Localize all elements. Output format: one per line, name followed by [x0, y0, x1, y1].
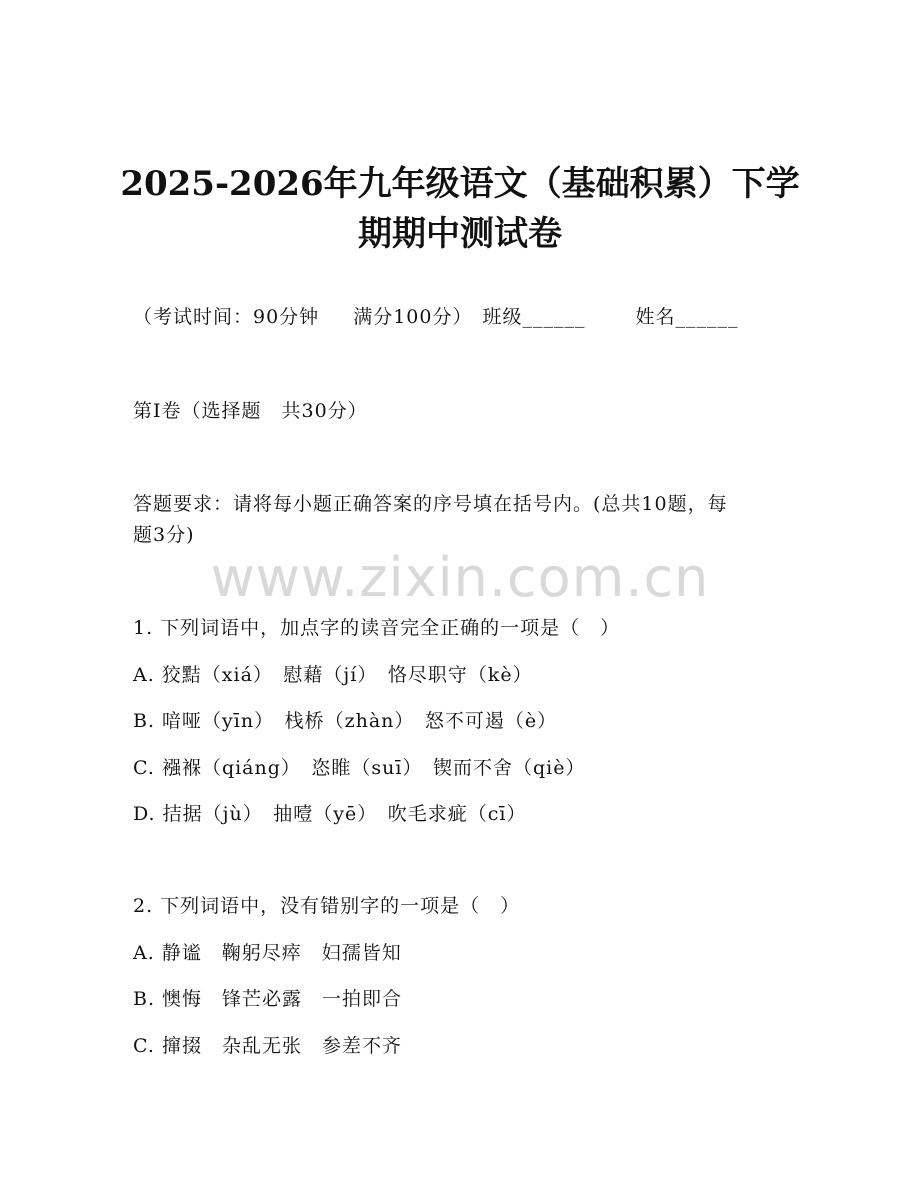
- exam-info-row: [133, 302, 738, 329]
- class-field[interactable]: 班级______: [482, 306, 586, 328]
- question-option[interactable]: C. 襁褓（qiáng） 恣睢（suī） 锲而不舍（qiè）: [133, 757, 586, 779]
- question-option[interactable]: B. 喑哑（yīn） 栈桥（zhàn） 怒不可遏（è）: [133, 710, 558, 732]
- question-option[interactable]: D. 拮据（jù） 抽噎（yē） 吹毛求疵（cī）: [133, 803, 527, 825]
- name-field[interactable]: 姓名______: [635, 306, 739, 328]
- question-option[interactable]: A. 静谧 鞠躬尽瘁 妇孺皆知: [133, 942, 402, 964]
- exam-title-line2: 期期中测试卷: [358, 214, 562, 254]
- exam-title-line1: 2025-2026年九年级语文（基础积累）下学: [120, 164, 800, 204]
- exam-time: （考试时间：90分钟: [133, 306, 320, 328]
- watermark: www.zixin.com.cn: [210, 546, 710, 609]
- question-stem: 2. 下列词语中，没有错别字的一项是（ ）: [133, 895, 521, 917]
- question-option[interactable]: C. 撺掇 杂乱无张 参差不齐: [133, 1035, 402, 1057]
- requirement-line2: 题3分): [133, 524, 195, 546]
- exam-score: 满分100分）: [353, 306, 473, 328]
- question-option[interactable]: B. 懊悔 锋芒必露 一拍即合: [133, 988, 403, 1010]
- question-stem: 1. 下列词语中，加点字的读音完全正确的一项是（ ）: [133, 617, 621, 639]
- section-title: 第Ⅰ卷（选择题 共30分）: [133, 400, 368, 422]
- question-option[interactable]: A. 狡黠（xiá） 慰藉（jí） 恪尽职守（kè）: [133, 664, 533, 686]
- requirement-line1: 答题要求：请将每小题正确答案的序号填在括号内。(总共10题，每: [133, 493, 728, 515]
